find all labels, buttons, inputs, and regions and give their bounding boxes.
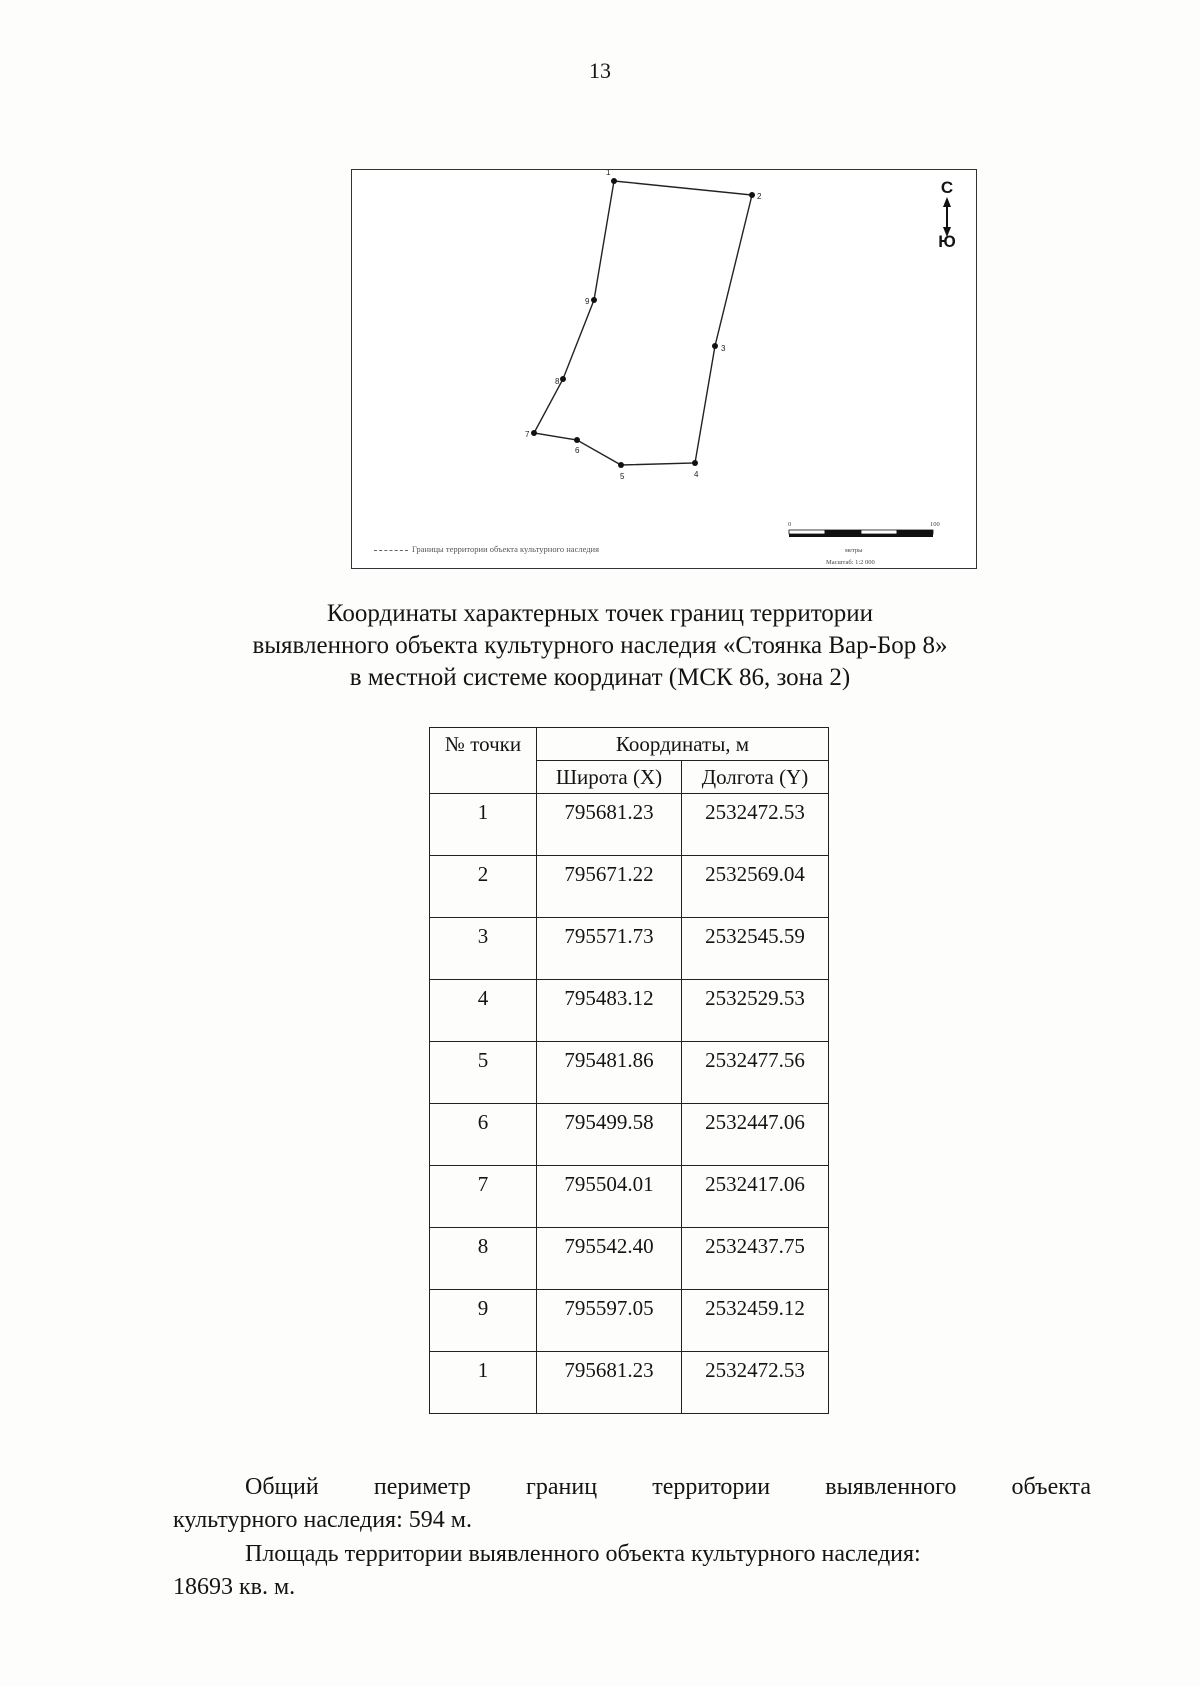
longitude-cell: 2532569.04 <box>682 856 829 918</box>
scale-bar-segment <box>825 530 861 534</box>
boundary-point-label: 8 <box>555 377 560 386</box>
header-latitude: Широта (X) <box>537 761 682 794</box>
page-number: 13 <box>589 58 611 83</box>
header-point-number: № точки <box>430 728 537 794</box>
point-number-cell: 1 <box>430 1352 537 1414</box>
longitude-cell: 2532472.53 <box>682 1352 829 1414</box>
table-row <box>430 1228 829 1290</box>
latitude-cell: 795542.40 <box>537 1228 682 1290</box>
area-text <box>173 1538 1091 1604</box>
latitude-cell: 795671.22 <box>537 856 682 918</box>
boundary-point-label: 2 <box>757 192 762 201</box>
latitude-cell: 795681.23 <box>537 1352 682 1414</box>
header-longitude: Долгота (Y) <box>682 761 829 794</box>
boundary-point-marker <box>618 462 624 468</box>
scale-start-label: 0 <box>788 521 792 528</box>
scale-ratio-label: Масштаб: 1:2 000 <box>826 559 875 566</box>
point-number-cell: 1 <box>430 794 537 856</box>
north-label: С <box>940 178 954 197</box>
header-coordinates: Координаты, м <box>537 728 829 761</box>
longitude-cell: 2532459.12 <box>682 1290 829 1352</box>
table-row <box>430 1290 829 1352</box>
boundary-point-marker <box>531 430 537 436</box>
point-number-cell: 4 <box>430 980 537 1042</box>
latitude-cell: 795504.01 <box>537 1166 682 1228</box>
latitude-cell: 795499.58 <box>537 1104 682 1166</box>
title-line-3: в местной системе координат (МСК 86, зона 2) <box>349 664 851 691</box>
table-row <box>430 1352 829 1414</box>
boundary-point-marker <box>712 343 718 349</box>
boundary-point-marker <box>611 178 617 184</box>
point-number-cell: 5 <box>430 1042 537 1104</box>
scale-end-label: 100 <box>930 521 940 528</box>
longitude-cell: 2532529.53 <box>682 980 829 1042</box>
boundary-point-label: 7 <box>525 430 530 439</box>
boundary-map-canvas <box>352 170 978 570</box>
area-line-2: 18693 кв. м. <box>173 1574 296 1600</box>
boundary-point-marker <box>574 437 580 443</box>
longitude-cell: 2532545.59 <box>682 918 829 980</box>
boundary-point-label: 5 <box>620 472 625 481</box>
title-line-2: выявленного объекта культурного наследия «Стоянка Вар-Бор 8» <box>252 632 948 659</box>
point-number-cell: 9 <box>430 1290 537 1352</box>
boundary-polygon <box>534 181 752 465</box>
scale-bar-segment <box>897 530 933 534</box>
longitude-cell: 2532472.53 <box>682 794 829 856</box>
boundary-point-label: 3 <box>721 344 726 353</box>
table-row <box>430 918 829 980</box>
south-label: Ю <box>938 232 956 251</box>
boundary-point-marker <box>692 460 698 466</box>
table-row <box>430 1104 829 1166</box>
longitude-cell: 2532477.56 <box>682 1042 829 1104</box>
perimeter-text <box>173 1471 1091 1537</box>
latitude-cell: 795483.12 <box>537 980 682 1042</box>
map-legend <box>374 544 599 554</box>
boundary-point-marker <box>560 376 566 382</box>
boundary-point-label: 1 <box>606 170 611 177</box>
latitude-cell: 795597.05 <box>537 1290 682 1352</box>
point-number-cell: 8 <box>430 1228 537 1290</box>
boundary-point-label: 9 <box>585 297 590 306</box>
point-number-cell: 6 <box>430 1104 537 1166</box>
point-number-cell: 7 <box>430 1166 537 1228</box>
scale-bar-segment <box>861 530 897 534</box>
latitude-cell: 795571.73 <box>537 918 682 980</box>
longitude-cell: 2532437.75 <box>682 1228 829 1290</box>
scale-bar-segment <box>789 530 825 534</box>
table-row <box>430 1042 829 1104</box>
table-row <box>430 980 829 1042</box>
coordinates-table-body <box>430 794 829 1414</box>
perimeter-line-2: культурного наследия: 594 м. <box>173 1507 472 1533</box>
scale-units-label: метры <box>845 547 863 554</box>
table-row <box>430 794 829 856</box>
perimeter-line-1: Общий периметр границ территории выявленного объекта <box>245 1474 1091 1500</box>
coordinates-title <box>0 598 1200 694</box>
point-number-cell: 3 <box>430 918 537 980</box>
longitude-cell: 2532447.06 <box>682 1104 829 1166</box>
boundary-point-label: 4 <box>694 470 699 479</box>
legend-line-icon <box>374 550 408 551</box>
scale-bar-segment <box>789 534 933 537</box>
coordinates-table <box>429 727 829 1414</box>
latitude-cell: 795481.86 <box>537 1042 682 1104</box>
boundary-point-marker <box>591 297 597 303</box>
title-line-1: Координаты характерных точек границ территории <box>326 600 874 627</box>
table-row <box>430 856 829 918</box>
boundary-point-label: 6 <box>575 446 580 455</box>
boundary-point-marker <box>749 192 755 198</box>
longitude-cell: 2532417.06 <box>682 1166 829 1228</box>
boundary-map <box>351 169 977 569</box>
area-line-1: Площадь территории выявленного объекта культурного наследия: <box>245 1541 921 1567</box>
legend-label: Границы территории объекта культурного наследия <box>412 544 600 554</box>
point-number-cell: 2 <box>430 856 537 918</box>
north-arrow-icon <box>935 178 959 254</box>
table-row <box>430 1166 829 1228</box>
latitude-cell: 795681.23 <box>537 794 682 856</box>
